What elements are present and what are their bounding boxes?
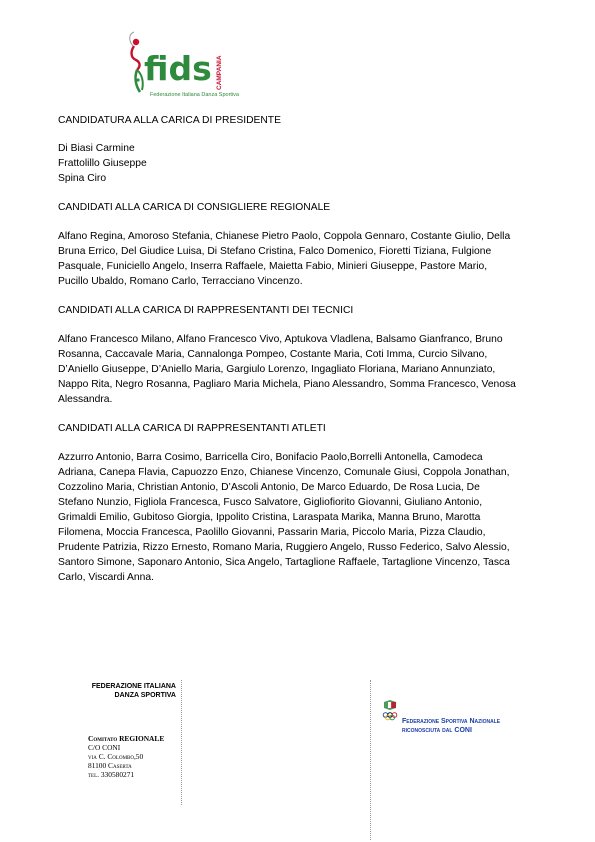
coni-line — [402, 726, 500, 735]
technicians-heading: CANDIDATI ALLA CARICA DI RAPPRESENTANTI DEI TECNICI — [58, 305, 354, 316]
athletes-line: Prudente Patrizia, Rizzo Ernesto, Romano Maria, Ruggiero Angelo, Russo Federico, Salvo Alessio, — [58, 542, 510, 553]
president-name: Di Biasi Carmine — [58, 143, 135, 154]
coni-emph: CONI — [454, 727, 472, 734]
footer-divider — [181, 680, 182, 805]
logo-tagline: Federazione Italiana Danza Sportiva — [150, 92, 239, 98]
president-name: Frattolillo Giuseppe — [58, 158, 147, 169]
athletes-line: Filomena, Moccia Francesca, Paolillo Giovanni, Passarin Maria, Piccolo Maria, Pizza Claudio, — [58, 527, 486, 538]
footer-street: via C. Colombo,50 — [88, 752, 144, 762]
logo-region: CAMPANIA — [216, 55, 223, 90]
technicians-line: Alessandra. — [58, 394, 113, 405]
fids-logo — [128, 30, 238, 108]
president-name: Spina Ciro — [58, 173, 107, 184]
footer-committee: Comitato REGIONALE — [88, 734, 165, 744]
footer-care-of: C/O CONI — [88, 743, 121, 753]
athletes-line: Carlo, Viscardi Anna. — [58, 572, 154, 583]
coni-caption — [402, 717, 500, 735]
councillor-heading: CANDIDATI ALLA CARICA DI CONSIGLIERE REGIONALE — [58, 202, 331, 213]
councillor-line: Pucillo Ubaldo, Romano Carlo, Terracciano Vincenzo. — [58, 276, 303, 287]
footer-phone: tel. 330580271 — [88, 770, 135, 780]
technicians-line: Nappo Rita, Negro Rosanna, Pagliaro Maria Michela, Piano Alessandro, Somma Francesco, Venosa — [58, 379, 516, 390]
athletes-line: Cozzolino Maria, Christian Antonio, D’Ascoli Antonio, De Marco Eduardo, De Rosa Lucia, De — [58, 482, 480, 493]
footer-divider — [370, 680, 371, 840]
athletes-line: Azzurro Antonio, Barra Cosimo, Barricella Ciro, Bonifacio Paolo,Borrelli Antonella, Camodeca — [58, 452, 483, 463]
councillor-line: Pasquale, Funiciello Angelo, Inserra Raffaele, Maietta Fabio, Minieri Giuseppe, Pastore Mario, — [58, 261, 488, 272]
logo-wordmark: fids — [144, 49, 212, 88]
coni-line: Federazione Sportiva Nazionale — [402, 718, 501, 725]
candidates-list — [58, 113, 538, 585]
athletes-heading: CANDIDATI ALLA CARICA DI RAPPRESENTANTI ATLETI — [58, 423, 326, 434]
athletes-line: Grimaldi Emilio, Gubitoso Giorgia, Ippolito Cristina, Laraspata Marika, Manna Bruno, Marotta — [58, 512, 481, 523]
technicians-line: Rosanna, Caccavale Maria, Cannalonga Pompeo, Costante Maria, Coti Imma, Curcio Silvano, — [58, 349, 488, 360]
technicians-line: D’Aniello Giuseppe, D’Aniello Maria, Gargiulo Lorenzo, Ingagliato Floriana, Mariano Annunziato, — [58, 364, 496, 375]
technicians-line: Alfano Francesco Milano, Alfano Francesco Vivo, Aptukova Vladlena, Balsamo Gianfranco, Bruno — [58, 334, 503, 345]
footer-org-line: DANZA SPORTIVA — [114, 691, 176, 699]
councillor-line: Alfano Regina, Amoroso Stefania, Chianese Pietro Paolo, Coppola Gennaro, Costante Giulio, Della — [58, 231, 511, 242]
footer-city: 81100 Caserta — [88, 761, 132, 771]
coni-line-prefix: riconosciuta dal — [402, 727, 455, 734]
president-heading: CANDIDATURA ALLA CARICA DI PRESIDENTE — [58, 115, 281, 126]
footer-org-line: FEDERAZIONE ITALIANA — [91, 683, 176, 690]
athletes-line: Santoro Simone, Saponaro Antonio, Sica Angelo, Tartaglione Raffaele, Tartaglione Vincenzo, Tasca — [58, 557, 510, 568]
councillor-line: Bruna Errico, Del Giudice Luisa, Di Stefano Cristina, Falco Domenico, Fioretti Tiziana, Fulgione — [58, 246, 492, 257]
coni-rings-icon — [382, 700, 398, 722]
athletes-line: Stefano Nunzio, Figliola Francesca, Fusco Salvatore, Gigliofiorito Giovanni, Giuliano Antonio, — [58, 497, 483, 508]
athletes-line: Adriana, Canepa Flavia, Capuozzo Enzo, Chianese Vincenzo, Comunale Giusi, Coppola Jonathan, — [58, 467, 510, 478]
footer-address-block — [88, 683, 176, 779]
